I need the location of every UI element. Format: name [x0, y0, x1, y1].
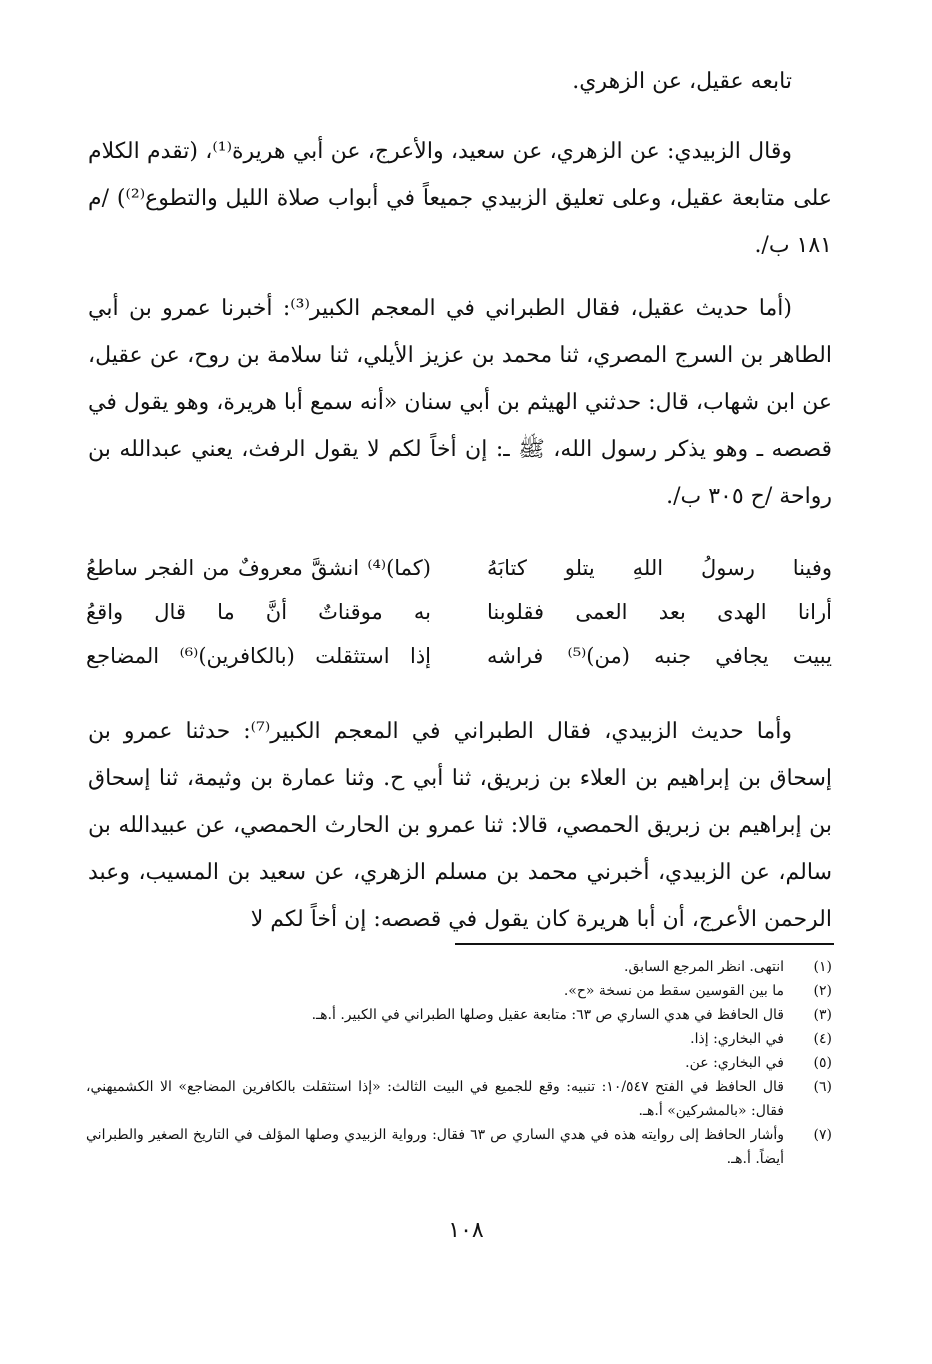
- footnote-text: قال الحافظ في الفتح ١٠/٥٤٧: تنبيه: وقع للجميع في البيت الثالث: «إذا استثقلت بالكافرين المضاجع» الا الكشميهني، فقال: «بالمشركين» أ.هـ.: [86, 1079, 784, 1119]
- footnote-number: (٧): [813, 1127, 832, 1143]
- footnote-text: انتهى. انظر المرجع السابق.: [624, 959, 784, 975]
- verse-second-hemistich: إذا استثقلت (بالكافرين)⁽⁶⁾ المضاجع: [86, 644, 432, 668]
- paragraph-3: (أما حديث عقيل، فقال الطبراني في المعجم الكبير⁽³⁾: أخبرنا عمرو بن أبي الطاهر بن السرج المصري، ثنا محمد بن عزيز الأيلي، ثنا سلامة بن روح، عن عقيل، عن ابن شهاب، قال: حدثني الهيثم بن أبي سنان «أنه سمع أبا هريرة، وهو يقول في قصصه ـ وهو يذكر رسول الله، ﷺ ـ: إن أخاً لكم لا يقول الرفث، يعني عبدالله بن رواحة /ح ٣٠٥ ب/.: [88, 296, 832, 509]
- footnote-text: في البخاري: إذا.: [690, 1031, 784, 1047]
- footnote-number: (٣): [813, 1007, 832, 1023]
- verse-row: [86, 546, 832, 590]
- poem-verses: [86, 546, 832, 678]
- footnote: [86, 1027, 832, 1051]
- footnote: [86, 1051, 832, 1075]
- verse-row: [86, 590, 832, 634]
- footnote-separator: [455, 943, 834, 945]
- footnote-number: (١): [813, 959, 832, 975]
- verse-second-hemistich: به موقناتٌ أنَّ ما قال واقعُ: [86, 600, 431, 624]
- verse-first-hemistich: أرانا الهدى بعد العمى فقلوبنا: [487, 600, 832, 624]
- verse-first-hemistich: وفينا رسولُ اللهِ يتلو كتابَهُ: [487, 556, 832, 580]
- footnote-text: قال الحافظ في هدي الساري ص ٦٣: متابعة عقيل وصلها الطبراني في الكبير. أ.هـ.: [311, 1007, 784, 1023]
- footnote: [86, 955, 832, 979]
- paragraph-1: تابعه عقيل، عن الزهري.: [572, 69, 792, 94]
- footnote-text: وأشار الحافظ إلى روايته هذه في هدي الساري ص ٦٣ فقال: ورواية الزبيدي وصلها المؤلف في التاريخ الصغير والطبراني أيضاً. أ.هـ.: [86, 1127, 784, 1167]
- footnote-number: (٦): [813, 1079, 832, 1095]
- footnotes: [86, 955, 832, 1171]
- paragraph-2: وقال الزبيدي: عن الزهري، عن سعيد، والأعرج، عن أبي هريرة⁽¹⁾، (تقدم الكلام على متابعة عقيل، وعلى تعليق الزبيدي جميعاً في أبواب صلاة الليل والتطوع⁽²⁾) /م ١٨١ ب/.: [88, 139, 833, 258]
- verse-first-hemistich: يبيت يجافي جنبه (من)⁽⁵⁾ فراشه: [487, 644, 832, 668]
- footnote: [86, 1003, 832, 1027]
- footnote-text: في البخاري: عن.: [685, 1055, 784, 1071]
- page-number: ١٠٨: [448, 1218, 484, 1243]
- verse-second-hemistich: (كما)⁽⁴⁾ انشقَّ معروفٌ من الفجر ساطعُ: [86, 556, 431, 580]
- footnote-number: (٤): [813, 1031, 832, 1047]
- paragraph-4: وأما حديث الزبيدي، فقال الطبراني في المعجم الكبير⁽⁷⁾: حدثنا عمرو بن إسحاق بن إبراهيم بن العلاء بن زبريق، ثنا أبي ح. وثنا عمارة بن وثيمة، ثنا إسحاق بن إبراهيم بن زبريق الحمصي، قالا: ثنا عمرو بن الحارث الحمصي، عن عبيدالله بن سالم، عن الزبيدي، أخبرني محمد بن مسلم الزهري، عن سعيد بن المسيب، وعبد الرحمن الأعرج، أن أبا هريرة كان يقول في قصصه: إن أخاً لكم لا: [88, 719, 832, 932]
- footnote-number: (٢): [813, 983, 832, 999]
- footnote-text: ما بين القوسين سقط من نسخة «ح».: [563, 983, 784, 999]
- footnote: [86, 1075, 832, 1123]
- footnote: [86, 979, 832, 1003]
- verse-row: [86, 634, 832, 678]
- footnote: [86, 1123, 832, 1171]
- footnote-number: (٥): [813, 1055, 832, 1071]
